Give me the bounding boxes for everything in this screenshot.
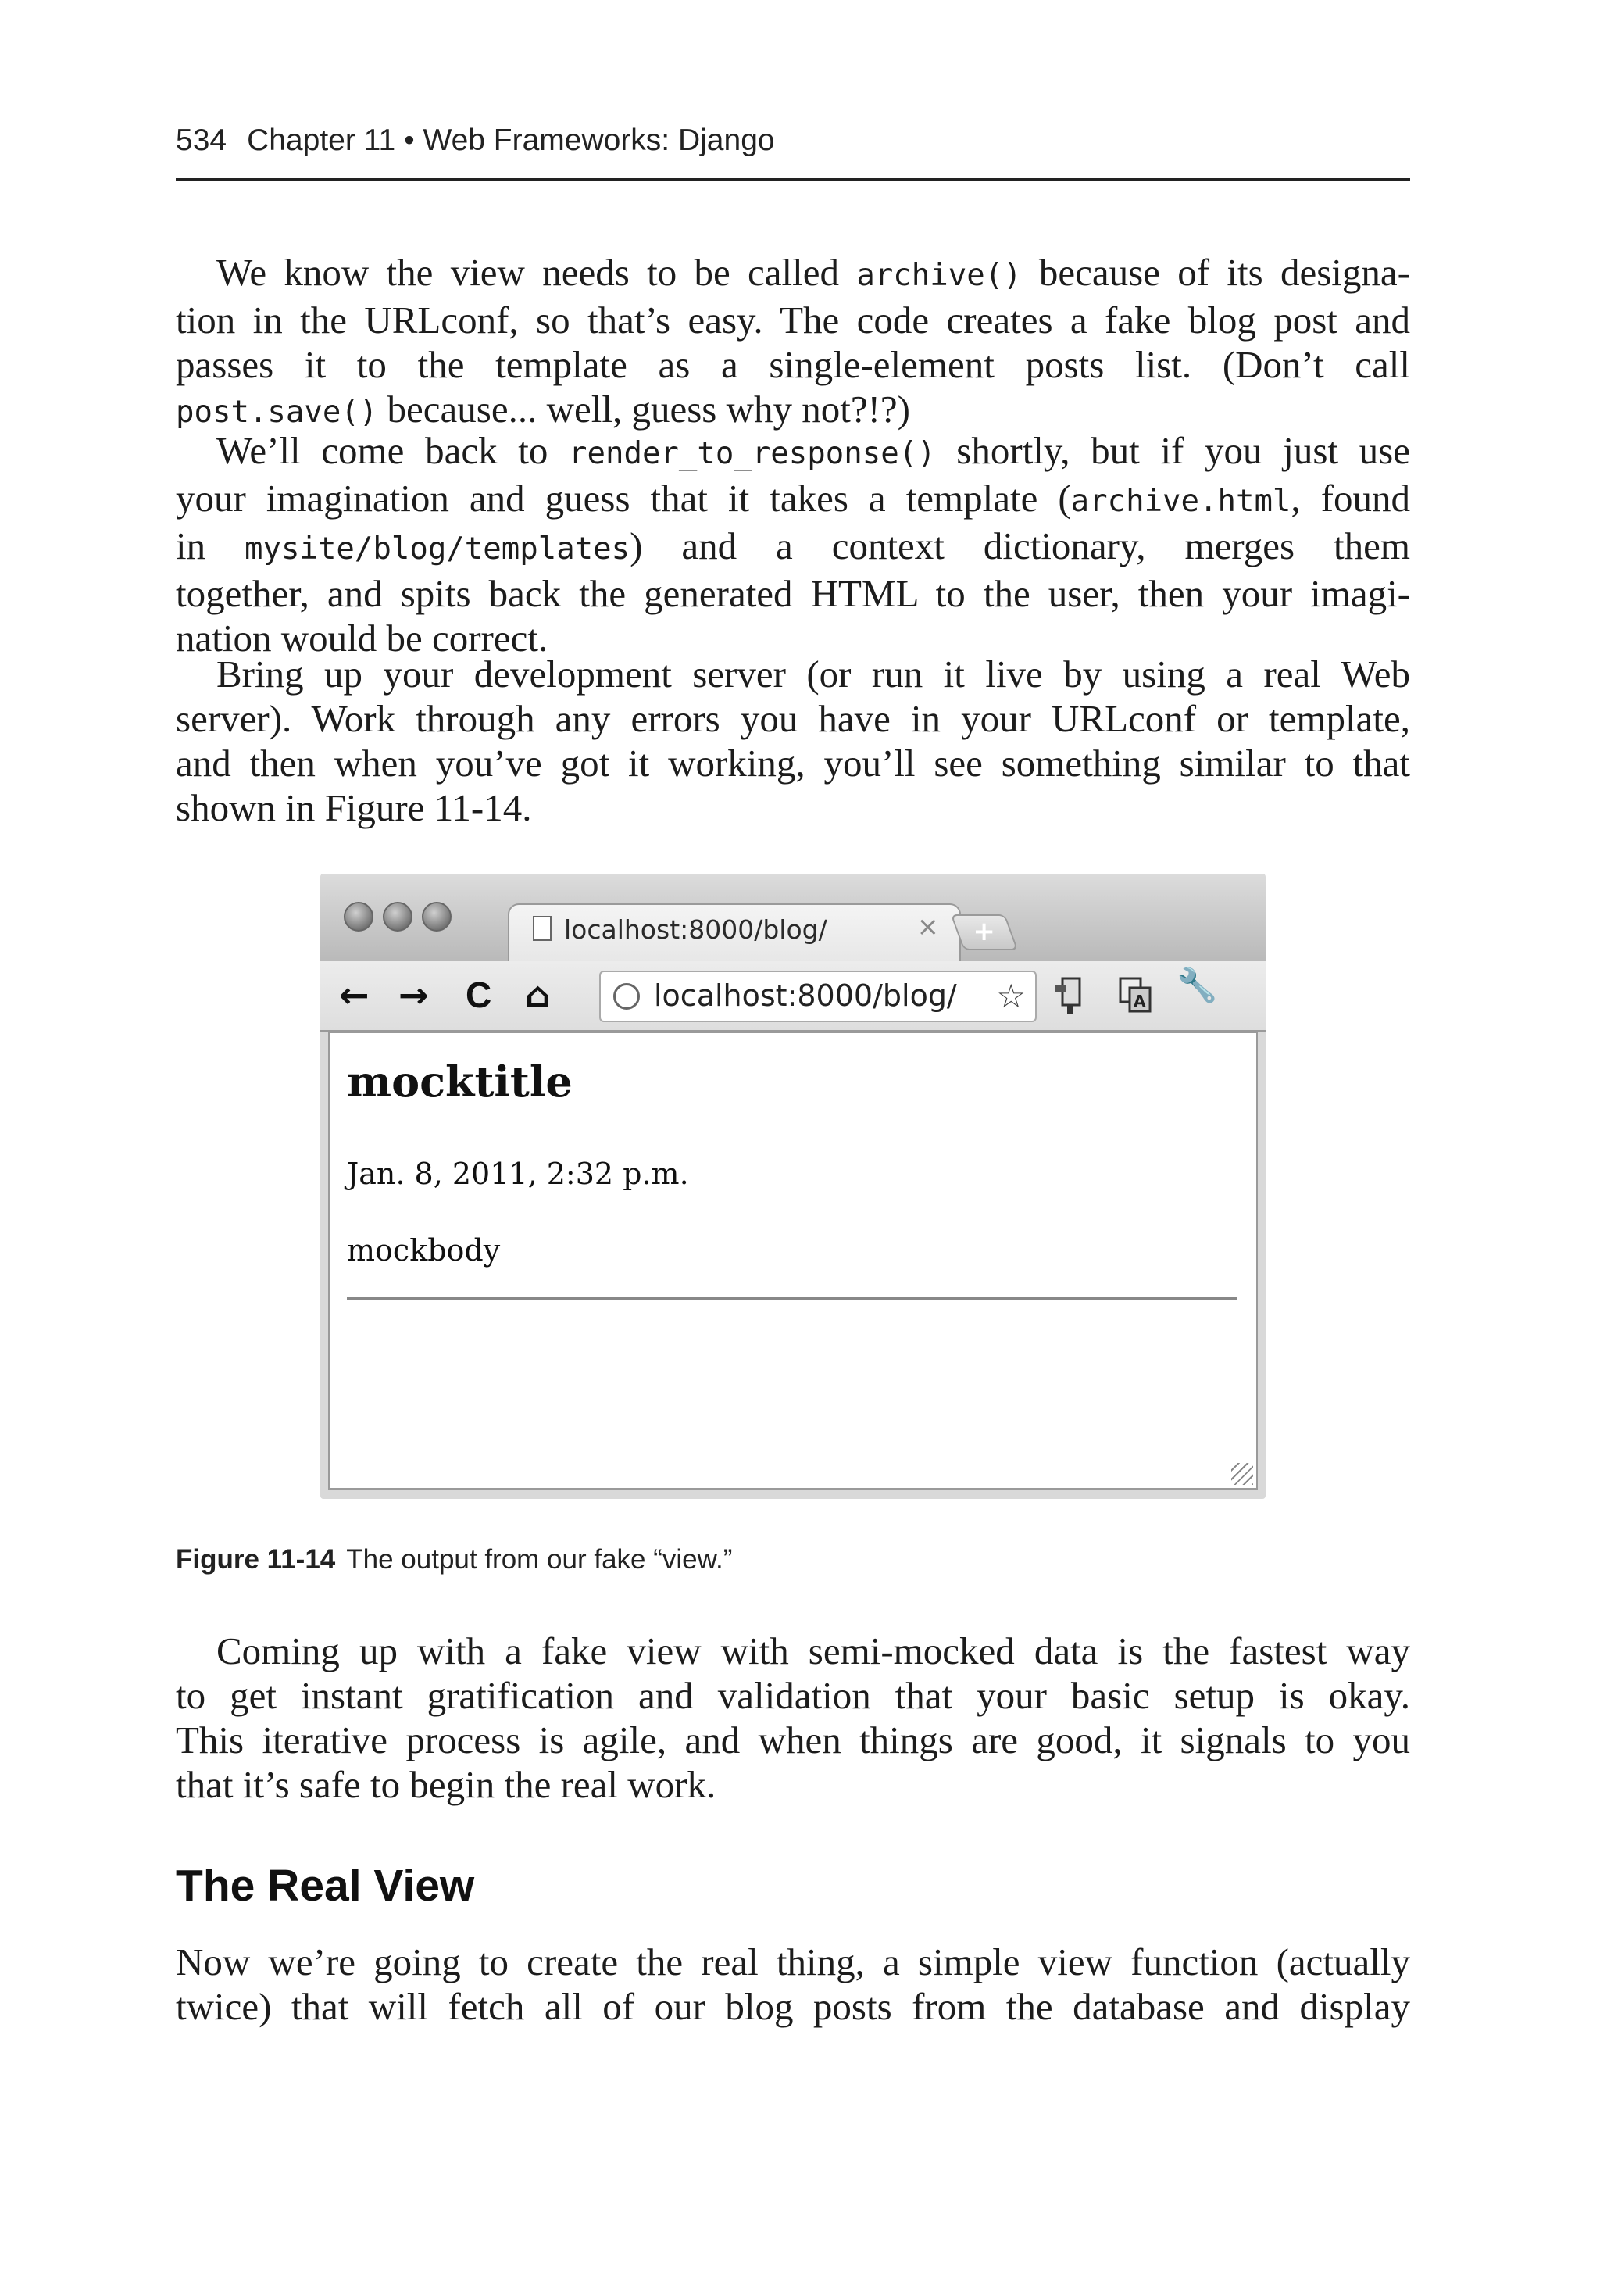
text-run: because of its designa- xyxy=(1021,251,1410,294)
zoom-window-icon[interactable] xyxy=(422,902,452,932)
text-line: and then when you’ve got it working, you’ll see something similar to that xyxy=(176,742,1410,785)
post-date: Jan. 8, 2011, 2:32 p.m. xyxy=(347,1157,689,1191)
text-run: your imagination and guess that it takes a template ( xyxy=(176,477,1071,520)
bookmark-star-icon[interactable]: ☆ xyxy=(996,977,1026,1015)
tab-close-icon[interactable]: × xyxy=(916,911,939,942)
text-line: server). Work through any errors you have in your URLconf or template, xyxy=(176,697,1410,740)
page-menu-icon[interactable] xyxy=(1053,971,1088,1017)
text-line xyxy=(176,387,1410,435)
home-button[interactable]: ⌂ xyxy=(525,974,551,1016)
text-line: together, and spits back the generated HTML to the user, then your imagi- xyxy=(176,572,1410,615)
new-tab-button[interactable] xyxy=(951,914,1019,950)
url-text: localhost:8000/blog/ xyxy=(654,978,957,1013)
text-run: ) and a context dictionary, merges them xyxy=(630,524,1410,567)
back-button[interactable]: ← xyxy=(339,974,370,1016)
text-line: twice) that will fetch all of our blog posts from the database and display xyxy=(176,1985,1410,2028)
code-archive-html: archive.html xyxy=(1070,484,1291,519)
text-run: , found xyxy=(1291,477,1410,520)
text-line: This iterative process is agile, and when things are good, it signals to you xyxy=(176,1718,1410,1761)
text-line: to get instant gratification and validation that your basic setup is okay. xyxy=(176,1674,1410,1717)
text-line xyxy=(176,428,1410,476)
text-run: We know the view needs to be called xyxy=(216,251,857,294)
text-run: in xyxy=(176,524,245,567)
post-body: mockbody xyxy=(347,1233,501,1268)
figure-caption xyxy=(176,1544,732,1575)
svg-text:A: A xyxy=(1134,992,1146,1010)
text-line xyxy=(176,476,1410,524)
browser-toolbar xyxy=(320,961,1266,1032)
code-render-to-response: render_to_response() xyxy=(569,436,936,471)
running-header xyxy=(176,123,1410,158)
figure-browser-screenshot xyxy=(320,874,1266,1499)
text-line xyxy=(176,250,1410,298)
wrench-icon[interactable]: 🔧 xyxy=(1177,966,1218,1004)
caption-label: Figure 11-14 xyxy=(176,1544,336,1575)
code-templates-path: mysite/blog/templates xyxy=(245,531,630,567)
text-line: Now we’re going to create the real thing, a simple view function (actually xyxy=(176,1940,1410,1983)
header-rule xyxy=(176,178,1410,181)
running-title: Chapter 11 • Web Frameworks: Django xyxy=(247,123,775,157)
page-number: 534 xyxy=(176,123,227,157)
text-line: passes it to the template as a single-element posts list. (Don’t call xyxy=(176,343,1410,386)
paragraph-4 xyxy=(176,1629,1410,1807)
code-post-save: post.save() xyxy=(176,395,378,430)
caption-text: The output from our fake “view.” xyxy=(346,1544,733,1575)
close-window-icon[interactable] xyxy=(344,902,373,932)
post-separator xyxy=(347,1297,1238,1300)
globe-icon xyxy=(613,983,640,1010)
page-icon xyxy=(533,916,552,941)
address-bar[interactable] xyxy=(599,971,1037,1022)
text-line: nation would be correct. xyxy=(176,617,548,660)
plus-icon: + xyxy=(973,916,995,947)
minimize-window-icon[interactable] xyxy=(383,902,412,932)
text-line: shown in Figure 11-14. xyxy=(176,786,532,829)
browser-tab[interactable] xyxy=(508,903,961,966)
post-title: mocktitle xyxy=(347,1057,573,1107)
text-line: Bring up your development server (or run it live by using a real Web xyxy=(216,653,1410,696)
text-run: We’ll come back to xyxy=(216,429,570,472)
forward-button[interactable]: → xyxy=(398,974,429,1016)
section-heading: The Real View xyxy=(176,1861,475,1911)
paragraph-5 xyxy=(176,1940,1410,2029)
tab-title: localhost:8000/blog/ xyxy=(564,914,827,945)
text-line: Coming up with a fake view with semi-mocked data is the fastest way xyxy=(216,1629,1410,1672)
text-run: shortly, but if you just use xyxy=(935,429,1411,472)
text-line xyxy=(176,524,1410,571)
text-line: that it’s safe to begin the real work. xyxy=(176,1763,716,1806)
resize-grip-icon[interactable] xyxy=(1231,1463,1253,1485)
browser-titlebar xyxy=(320,874,1266,961)
paragraph-1 xyxy=(176,250,1410,435)
reload-button[interactable]: C xyxy=(466,975,492,1015)
paragraph-2 xyxy=(176,428,1410,660)
paragraph-3 xyxy=(176,652,1410,830)
code-archive: archive() xyxy=(856,258,1022,293)
browser-viewport xyxy=(328,1032,1258,1490)
text-line: tion in the URLconf, so that’s easy. The code creates a fake blog post and xyxy=(176,299,1410,342)
text-run: because... well, guess why not?!?) xyxy=(377,388,910,431)
translate-icon[interactable] xyxy=(1117,971,1152,1017)
